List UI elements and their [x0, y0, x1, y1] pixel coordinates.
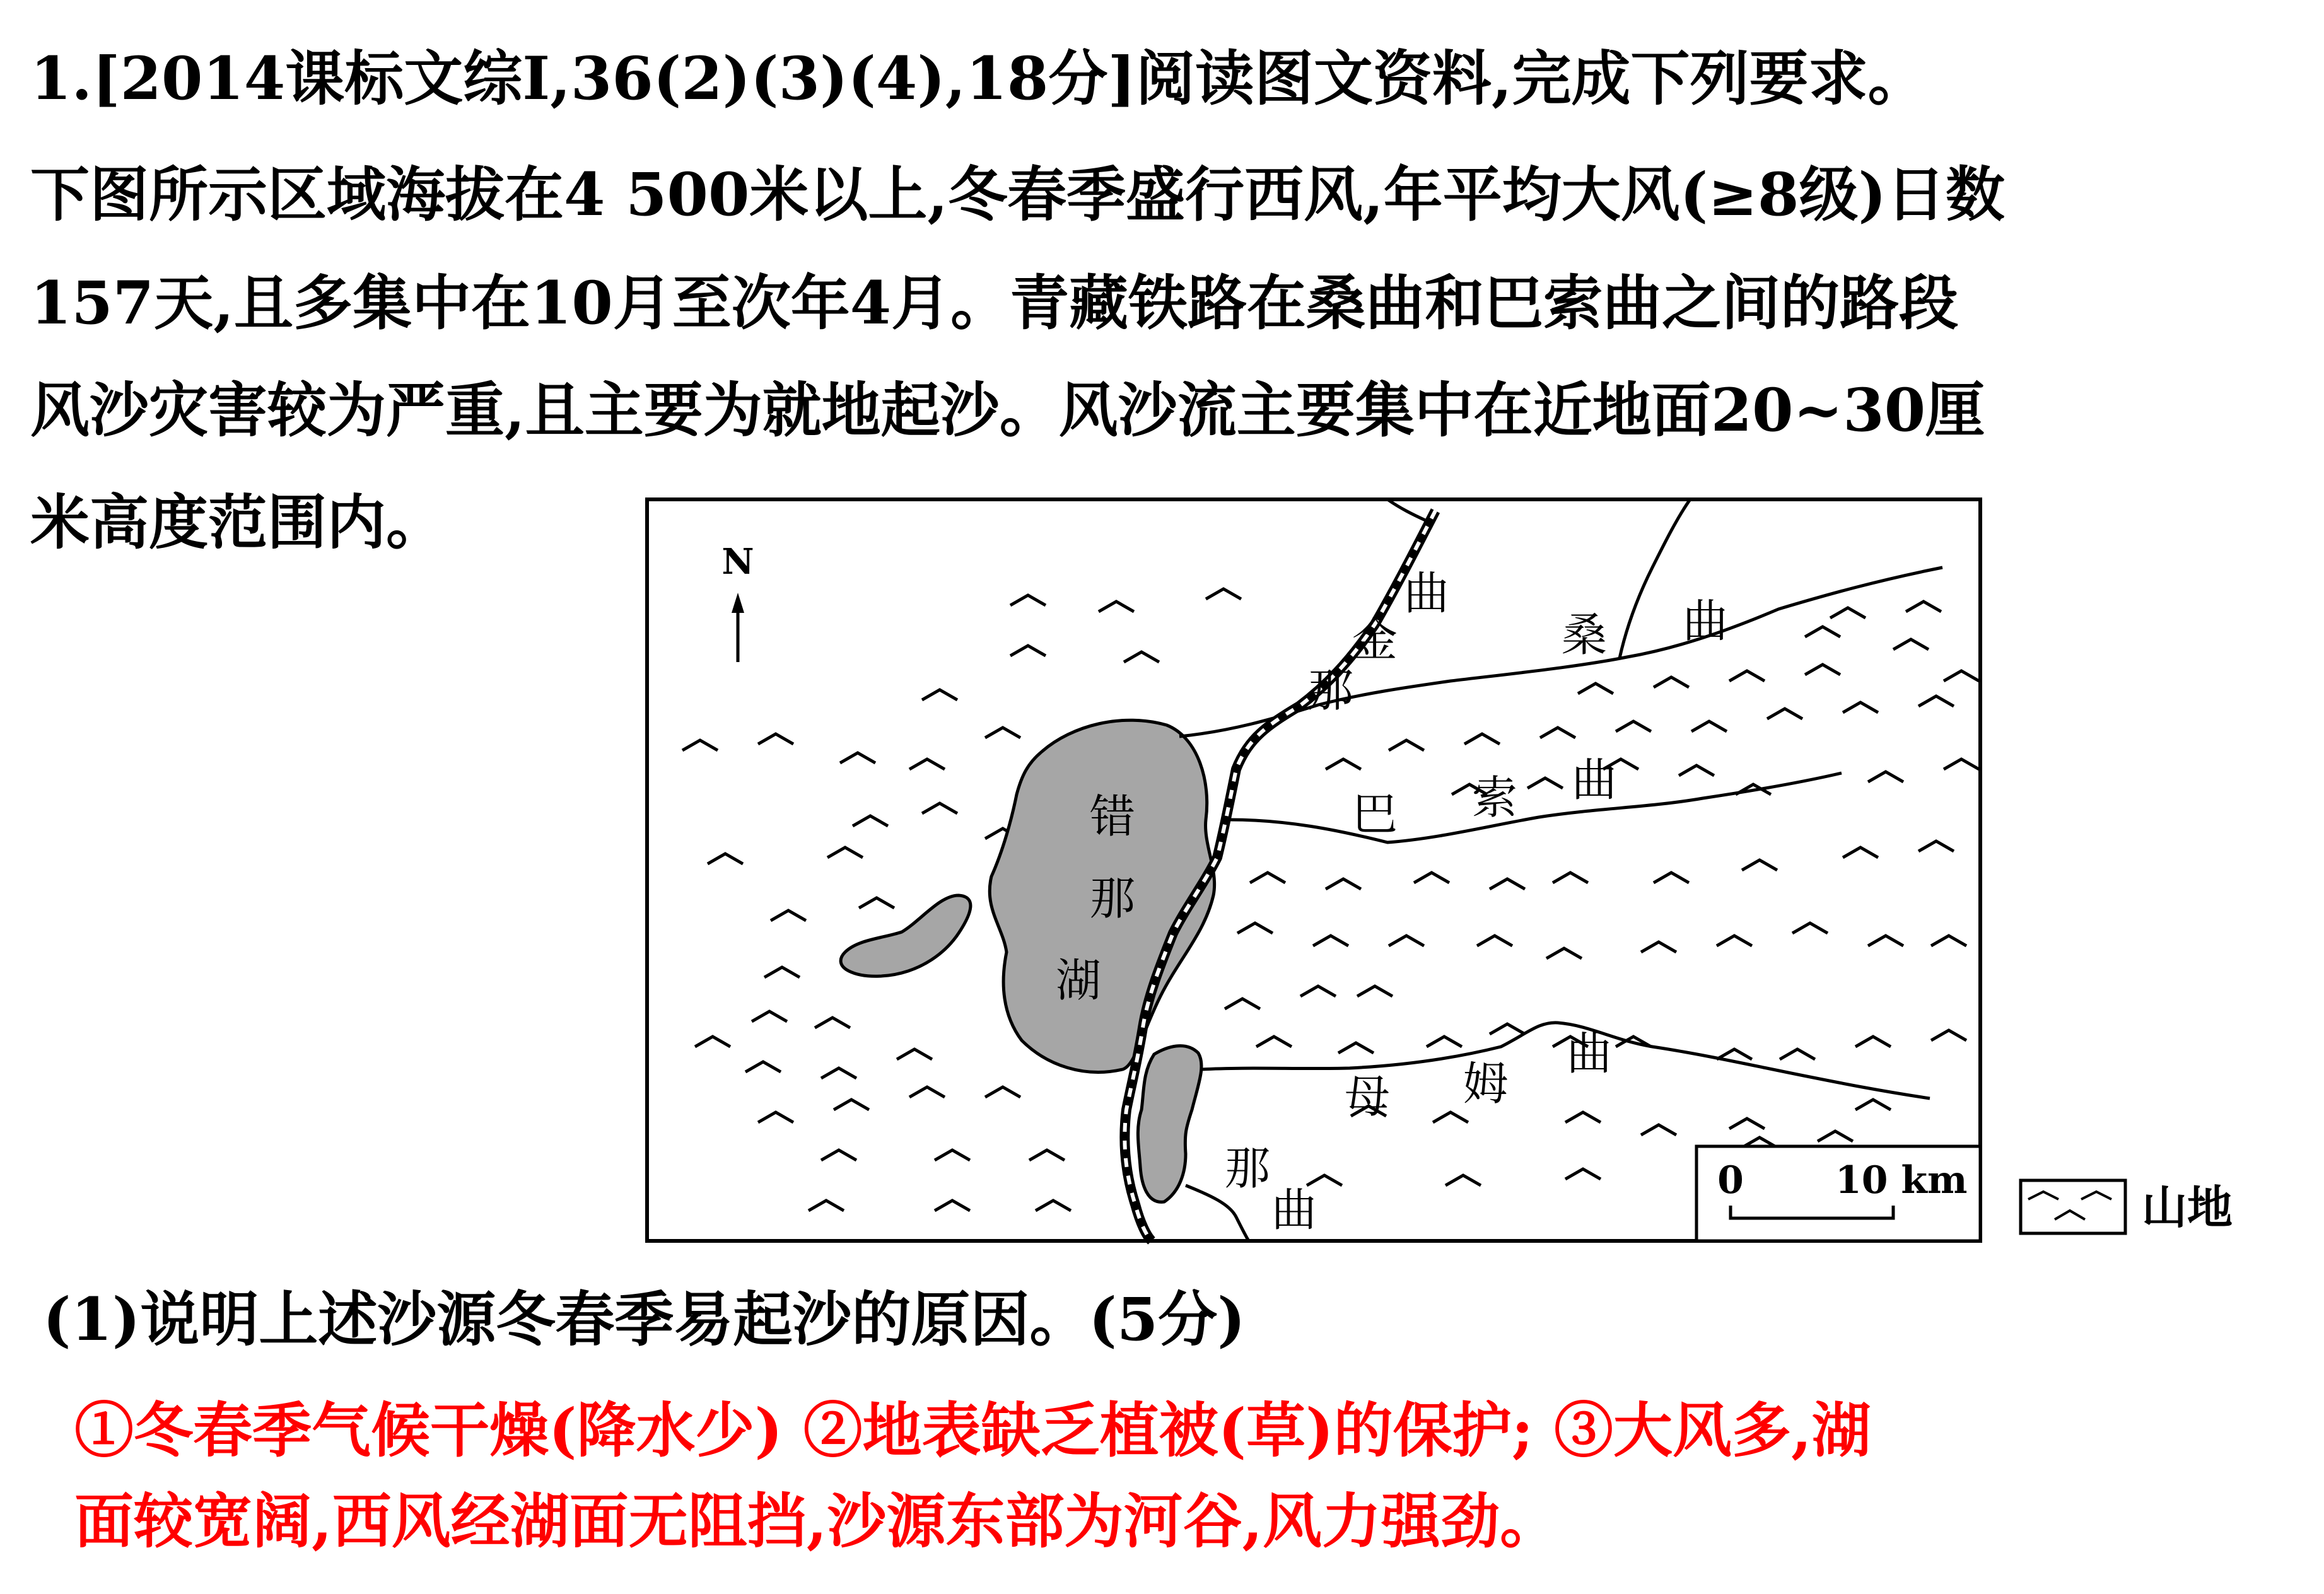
- question-line-5: 米高度范围内。: [30, 488, 446, 557]
- basuoqu-label-3: 曲: [1571, 753, 1618, 806]
- answer-line-1: ①冬春季气候干燥(降水少) ②地表缺乏植被(草)的保护; ③大风多,湖: [74, 1396, 1871, 1465]
- sub-question: (1)说明上述沙源冬春季易起沙的原因。(5分): [43, 1285, 1246, 1354]
- scale-label: 10 km: [1835, 1158, 1968, 1202]
- mumuqu-label-1: 母: [1344, 1070, 1391, 1123]
- question-line-1: 1.[2014课标文综Ⅰ,36(2)(3)(4),18分]阅读图文资料,完成下列要求。: [30, 44, 1927, 113]
- sangqu-label-2: 曲: [1682, 595, 1729, 648]
- lake-label-2: 那: [1089, 872, 1136, 925]
- sangqu-label-1: 桑: [1561, 608, 1608, 661]
- question-line-3: 157天,且多集中在10月至次年4月。青藏铁路在桑曲和巴索曲之间的路段: [30, 269, 1959, 338]
- basuoqu-label-2: 索: [1471, 771, 1518, 824]
- question-line-4: 风沙灾害较为严重,且主要为就地起沙。风沙流主要集中在近地面20~30厘: [30, 376, 1985, 445]
- legend-swatch: [2021, 1180, 2125, 1233]
- jinnaqu-label-3: 曲: [1403, 567, 1450, 620]
- scale-bar: [1696, 1146, 1980, 1241]
- north-label: N: [721, 541, 754, 583]
- jinnaqu-label-1: 金: [1352, 614, 1398, 666]
- naqu-label-2: 曲: [1271, 1184, 1317, 1236]
- map-frame: [647, 499, 1980, 1241]
- scale-zero: 0: [1717, 1158, 1744, 1202]
- naqu-label-1: 那: [1224, 1142, 1271, 1195]
- lake-label-1: 错: [1089, 790, 1136, 843]
- legend-label: 山地: [2142, 1180, 2233, 1234]
- mumuqu-label-3: 曲: [1566, 1027, 1613, 1080]
- lake-label-3: 湖: [1055, 954, 1102, 1007]
- answer-line-2: 面较宽阔,西风经湖面无阻挡,沙源东部为河谷,风力强劲。: [74, 1487, 1560, 1556]
- jinnaqu-label-2: 那: [1307, 664, 1354, 717]
- mumuqu-label-2: 姆: [1463, 1057, 1509, 1110]
- question-line-2: 下图所示区域海拔在4 500米以上,冬春季盛行西风,年平均大风(≥8级)日数: [30, 160, 2005, 230]
- basuoqu-label-1: 巴: [1352, 788, 1398, 841]
- legend: [2021, 1180, 2233, 1234]
